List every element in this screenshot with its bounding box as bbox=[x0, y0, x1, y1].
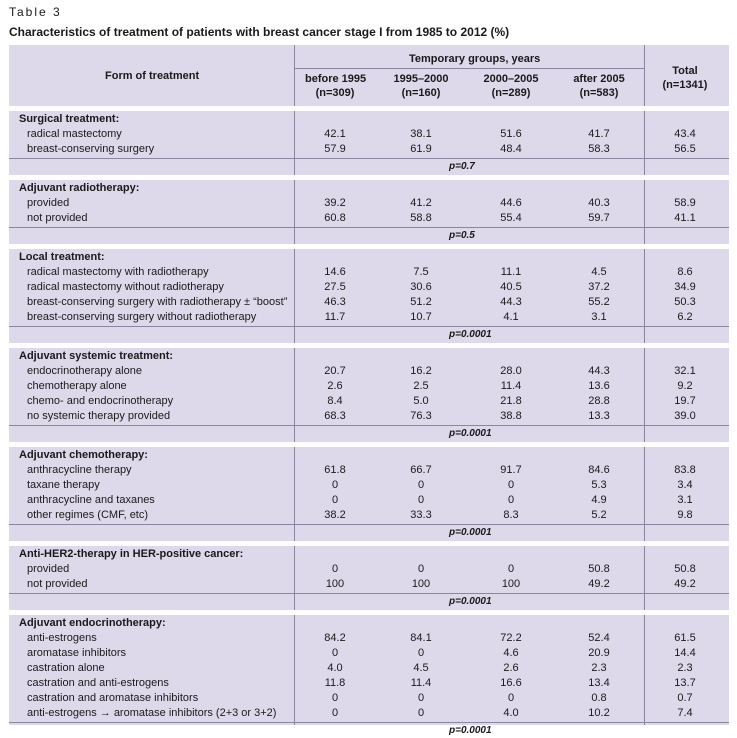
row-value: 100 bbox=[411, 578, 431, 590]
row-value: 4.1 bbox=[503, 311, 519, 323]
data-table bbox=[9, 45, 729, 736]
row-label: no systemic therapy provided bbox=[27, 410, 171, 422]
row-value: 38.1 bbox=[410, 128, 432, 140]
row-label: provided bbox=[27, 197, 70, 209]
row-value: 44.3 bbox=[500, 296, 522, 308]
row-value: 0 bbox=[507, 494, 515, 506]
row-value: 51.6 bbox=[500, 128, 522, 140]
row-value: 0 bbox=[331, 563, 339, 575]
p-value-divider bbox=[9, 158, 729, 159]
row-value: 41.2 bbox=[410, 197, 432, 209]
row-value: 56.5 bbox=[674, 143, 696, 155]
header-group-4-n: (n=583) bbox=[579, 87, 619, 99]
header-group-3-n: (n=289) bbox=[491, 87, 531, 99]
row-label: radical mastectomy without radiotherapy bbox=[27, 281, 224, 293]
row-value: 0 bbox=[331, 647, 339, 659]
row-value: 0 bbox=[417, 563, 425, 575]
row-value: 11.8 bbox=[324, 677, 346, 689]
row-value: 14.6 bbox=[324, 266, 346, 278]
row-value: 3.1 bbox=[677, 494, 693, 506]
row-value: 4.0 bbox=[503, 707, 519, 719]
row-value: 32.1 bbox=[674, 365, 696, 377]
row-value: 4.6 bbox=[503, 647, 519, 659]
row-label: chemo- and endocrinotherapy bbox=[27, 395, 174, 407]
row-value: 0 bbox=[507, 563, 515, 575]
row-value: 42.1 bbox=[324, 128, 346, 140]
row-value: 58.8 bbox=[410, 212, 432, 224]
row-value: 38.2 bbox=[324, 509, 346, 521]
header-form-of-treatment: Form of treatment bbox=[105, 70, 200, 82]
header-temporary-groups: Temporary groups, years bbox=[409, 53, 541, 65]
section-separator bbox=[9, 610, 729, 615]
row-value: 2.3 bbox=[591, 662, 607, 674]
row-label: breast-conserving surgery bbox=[27, 143, 155, 155]
section-title: Adjuvant radiotherapy: bbox=[19, 182, 140, 194]
row-value: 0 bbox=[507, 479, 515, 491]
section-separator bbox=[9, 175, 729, 180]
row-value: 6.2 bbox=[677, 311, 693, 323]
row-value: 11.4 bbox=[410, 677, 432, 689]
row-value: 8.3 bbox=[503, 509, 519, 521]
row-value: 13.3 bbox=[588, 410, 610, 422]
row-value: 44.6 bbox=[500, 197, 522, 209]
row-value: 37.2 bbox=[588, 281, 610, 293]
header-group-1-n: (n=309) bbox=[315, 87, 355, 99]
row-value: 11.1 bbox=[500, 266, 522, 278]
row-value: 5.3 bbox=[591, 479, 607, 491]
row-value: 2.6 bbox=[327, 380, 343, 392]
row-value: 14.4 bbox=[674, 647, 696, 659]
row-value: 4.9 bbox=[591, 494, 607, 506]
column-divider-total bbox=[644, 45, 645, 725]
row-value: 3.1 bbox=[591, 311, 607, 323]
row-value: 43.4 bbox=[674, 128, 696, 140]
row-value: 49.2 bbox=[674, 578, 696, 590]
p-value: p=0.0001 bbox=[449, 596, 492, 607]
row-value: 61.9 bbox=[410, 143, 432, 155]
row-value: 52.4 bbox=[588, 632, 610, 644]
row-label: not provided bbox=[27, 578, 88, 590]
row-label: castration and anti-estrogens bbox=[27, 677, 169, 689]
row-value: 40.3 bbox=[588, 197, 610, 209]
row-value: 39.2 bbox=[324, 197, 346, 209]
header-group-3: 2000–2005 bbox=[483, 73, 539, 85]
row-value: 19.7 bbox=[674, 395, 696, 407]
row-value: 50.8 bbox=[588, 563, 610, 575]
section-title: Anti-HER2-therapy in HER-positive cancer: bbox=[19, 548, 244, 560]
p-value-divider bbox=[9, 722, 729, 723]
row-value: 13.7 bbox=[674, 677, 696, 689]
row-value: 59.7 bbox=[588, 212, 610, 224]
row-value: 28.0 bbox=[500, 365, 522, 377]
column-divider-label bbox=[294, 45, 295, 725]
p-value-divider bbox=[9, 425, 729, 426]
row-value: 0 bbox=[417, 479, 425, 491]
row-value: 51.2 bbox=[410, 296, 432, 308]
header-group-divider bbox=[294, 68, 644, 69]
row-value: 0 bbox=[417, 494, 425, 506]
row-value: 49.2 bbox=[588, 578, 610, 590]
row-value: 7.5 bbox=[413, 266, 429, 278]
row-value: 0.8 bbox=[591, 692, 607, 704]
row-label: anti-estrogens bbox=[27, 632, 97, 644]
row-label: radical mastectomy bbox=[27, 128, 122, 140]
row-value: 60.8 bbox=[324, 212, 346, 224]
row-value: 0 bbox=[507, 692, 515, 704]
row-value: 8.4 bbox=[327, 395, 343, 407]
p-value-divider bbox=[9, 227, 729, 228]
row-value: 68.3 bbox=[324, 410, 346, 422]
row-value: 4.5 bbox=[413, 662, 429, 674]
row-value: 5.0 bbox=[413, 395, 429, 407]
row-value: 20.9 bbox=[588, 647, 610, 659]
row-value: 11.4 bbox=[500, 380, 522, 392]
row-value: 4.5 bbox=[591, 266, 607, 278]
p-value-divider bbox=[9, 524, 729, 525]
row-value: 58.9 bbox=[674, 197, 696, 209]
row-value: 11.7 bbox=[324, 311, 346, 323]
header-group-2: 1995–2000 bbox=[393, 73, 449, 85]
row-value: 72.2 bbox=[500, 632, 522, 644]
row-value: 84.2 bbox=[324, 632, 346, 644]
row-value: 0 bbox=[331, 692, 339, 704]
row-label: other regimes (CMF, etc) bbox=[27, 509, 149, 521]
p-value: p=0.5 bbox=[449, 230, 475, 241]
section-title: Adjuvant systemic treatment: bbox=[19, 350, 174, 362]
row-value: 83.8 bbox=[674, 464, 696, 476]
row-value: 46.3 bbox=[324, 296, 346, 308]
row-label: aromatase inhibitors bbox=[27, 647, 127, 659]
row-value: 39.0 bbox=[674, 410, 696, 422]
row-label: anti-estrogens → aromatase inhibitors (2+3 or 3+2) bbox=[27, 707, 277, 719]
row-value: 55.4 bbox=[500, 212, 522, 224]
section-title: Local treatment: bbox=[19, 251, 105, 263]
section-separator bbox=[9, 541, 729, 546]
p-value: p=0.0001 bbox=[449, 428, 492, 439]
row-value: 84.1 bbox=[410, 632, 432, 644]
row-value: 50.3 bbox=[674, 296, 696, 308]
row-label: provided bbox=[27, 563, 70, 575]
row-label: anthracycline and taxanes bbox=[27, 494, 155, 506]
p-value: p=0.0001 bbox=[449, 527, 492, 538]
header-group-2-n: (n=160) bbox=[401, 87, 441, 99]
row-value: 28.8 bbox=[588, 395, 610, 407]
row-value: 41.7 bbox=[588, 128, 610, 140]
row-value: 61.5 bbox=[674, 632, 696, 644]
p-value: p=0.0001 bbox=[449, 329, 492, 340]
section-title: Surgical treatment: bbox=[19, 113, 120, 125]
row-value: 2.3 bbox=[677, 662, 693, 674]
section-separator bbox=[9, 442, 729, 447]
row-value: 0 bbox=[331, 494, 339, 506]
section-separator bbox=[9, 343, 729, 348]
section-title: Adjuvant chemotherapy: bbox=[19, 449, 148, 461]
header-total: Total bbox=[672, 65, 698, 77]
table-title: Characteristics of treatment of patients with breast cancer stage I from 1985 to 2012 (%) bbox=[9, 25, 510, 39]
row-label: radical mastectomy with radiotherapy bbox=[27, 266, 209, 278]
p-value: p=0.7 bbox=[449, 161, 475, 172]
row-value: 55.2 bbox=[588, 296, 610, 308]
row-value: 100 bbox=[325, 578, 345, 590]
row-value: 41.1 bbox=[674, 212, 696, 224]
row-value: 8.6 bbox=[677, 266, 693, 278]
row-value: 2.6 bbox=[503, 662, 519, 674]
row-value: 9.8 bbox=[677, 509, 693, 521]
row-label: chemotherapy alone bbox=[27, 380, 127, 392]
row-value: 13.4 bbox=[588, 677, 610, 689]
row-value: 7.4 bbox=[677, 707, 693, 719]
row-value: 91.7 bbox=[500, 464, 522, 476]
section-title: Adjuvant endocrinotherapy: bbox=[19, 617, 166, 629]
row-value: 34.9 bbox=[674, 281, 696, 293]
row-value: 2.5 bbox=[413, 380, 429, 392]
row-value: 30.6 bbox=[410, 281, 432, 293]
row-value: 16.2 bbox=[410, 365, 432, 377]
table-caption: Table 3 bbox=[9, 5, 62, 19]
row-value: 5.2 bbox=[591, 509, 607, 521]
p-value-divider bbox=[9, 593, 729, 594]
row-value: 10.7 bbox=[410, 311, 432, 323]
row-label: not provided bbox=[27, 212, 88, 224]
row-value: 58.3 bbox=[588, 143, 610, 155]
row-value: 0 bbox=[417, 647, 425, 659]
row-label: castration alone bbox=[27, 662, 105, 674]
row-value: 0 bbox=[417, 707, 425, 719]
row-value: 76.3 bbox=[410, 410, 432, 422]
p-value: p=0.0001 bbox=[449, 725, 492, 736]
row-value: 0.7 bbox=[677, 692, 693, 704]
row-label: castration and aromatase inhibitors bbox=[27, 692, 199, 704]
section-separator bbox=[9, 106, 729, 111]
row-value: 0 bbox=[417, 692, 425, 704]
row-value: 21.8 bbox=[500, 395, 522, 407]
row-label: breast-conserving surgery without radiotherapy bbox=[27, 311, 257, 323]
row-value: 84.6 bbox=[588, 464, 610, 476]
row-value: 4.0 bbox=[327, 662, 343, 674]
section-separator bbox=[9, 244, 729, 249]
row-value: 27.5 bbox=[324, 281, 346, 293]
row-label: taxane therapy bbox=[27, 479, 100, 491]
header-group-4: after 2005 bbox=[573, 73, 625, 85]
row-label: anthracycline therapy bbox=[27, 464, 132, 476]
row-value: 44.3 bbox=[588, 365, 610, 377]
row-value: 33.3 bbox=[410, 509, 432, 521]
row-value: 0 bbox=[331, 479, 339, 491]
row-value: 13.6 bbox=[588, 380, 610, 392]
row-value: 100 bbox=[501, 578, 521, 590]
row-value: 66.7 bbox=[410, 464, 432, 476]
p-value-divider bbox=[9, 326, 729, 327]
row-value: 50.8 bbox=[674, 563, 696, 575]
header-total-n: (n=1341) bbox=[662, 79, 708, 91]
row-value: 61.8 bbox=[324, 464, 346, 476]
header-group-1: before 1995 bbox=[305, 73, 367, 85]
row-value: 20.7 bbox=[324, 365, 346, 377]
row-label: breast-conserving surgery with radiotherapy ± “boost” bbox=[27, 296, 288, 308]
row-label: endocrinotherapy alone bbox=[27, 365, 142, 377]
row-value: 16.6 bbox=[500, 677, 522, 689]
row-value: 0 bbox=[331, 707, 339, 719]
row-value: 57.9 bbox=[324, 143, 346, 155]
row-value: 10.2 bbox=[588, 707, 610, 719]
row-value: 48.4 bbox=[500, 143, 522, 155]
row-value: 38.8 bbox=[500, 410, 522, 422]
row-value: 9.2 bbox=[677, 380, 693, 392]
row-value: 40.5 bbox=[500, 281, 522, 293]
row-value: 3.4 bbox=[677, 479, 693, 491]
